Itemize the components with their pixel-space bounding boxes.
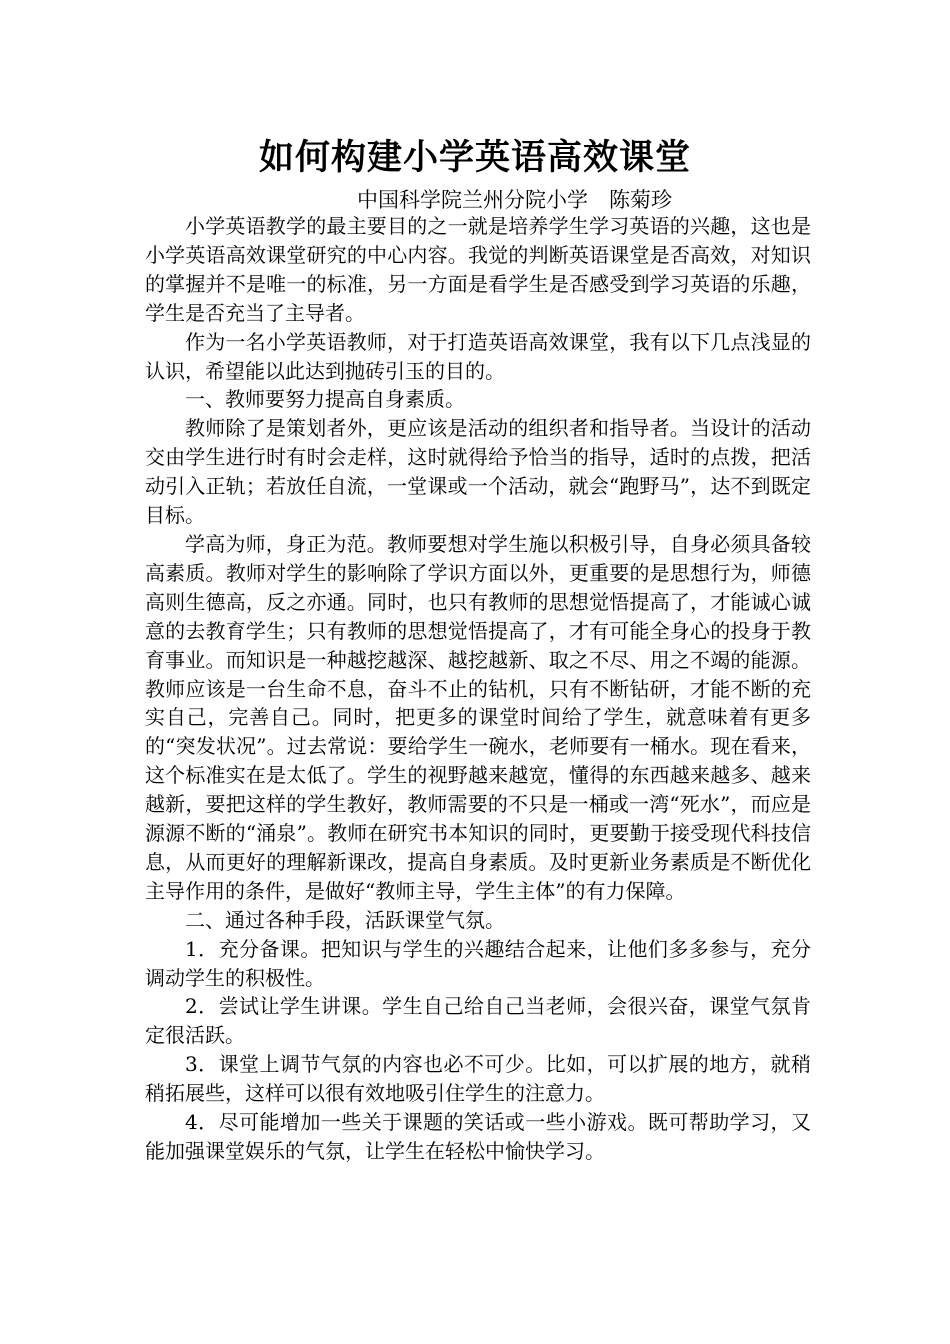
author-line: 中国科学院兰州分院小学 陈菊珍 — [357, 188, 672, 212]
list-item-2: 2．尝试让学生讲课。学生自己给自己当老师，会很兴奋，课堂气氛肯定很活跃。 — [145, 994, 811, 1048]
document-title: 如何构建小学英语高效课堂 — [258, 137, 691, 178]
list-item-3: 3．课堂上调节气氛的内容也必不可少。比如，可以扩展的地方，就稍稍拓展些，这样可以很有效地吸引住学生的注意力。 — [145, 1052, 811, 1106]
section-heading-2: 二、通过各种手段，活跃课堂气氛。 — [185, 907, 505, 932]
list-item-1: 1．充分备课。把知识与学生的兴趣结合起来，让他们多多参与，充分调动学生的积极性。 — [145, 936, 811, 990]
document-body — [145, 212, 811, 1166]
list-item-4: 4．尽可能增加一些关于课题的笑话或一些小游戏。既可帮助学习，又能加强课堂娱乐的气氛，让学生在轻松中愉快学习。 — [145, 1110, 811, 1163]
section-heading-1: 一、教师要努力提高自身素质。 — [185, 387, 465, 412]
paragraph-intro: 小学英语教学的最主要目的之一就是培养学生学习英语的兴趣，这也是小学英语高效课堂研究的中心内容。我觉的判断英语课堂是否高效，对知识的掌握并不是唯一的标准，另一方面是看学生是否感受到学习英语的乐趣，学生是否充当了主导者。 — [145, 214, 811, 325]
paragraph-purpose: 作为一名小学英语教师，对于打造英语高效课堂，我有以下几点浅显的认识，希望能以此达到抛砖引玉的目的。 — [145, 329, 811, 383]
paragraph-teacher-quality: 学高为师，身正为范。教师要想对学生施以积极引导，自身必须具备较高素质。教师对学生的影响除了学识方面以外，更重要的是思想行为，师德高则生德高，反之亦通。同时，也只有教师的思想觉悟提高了，才能诚心诚意的去教育学生；只有教师的思想觉悟提高了，才有可能全身心的投身于教育事业。而知识是一种越挖越深、越挖越新、取之不尽、用之不竭的能源。教师应该是一台生命不息，奋斗不止的钻机，只有不断钻研，才能不断的充实自己，完善自己。同时，把更多的课堂时间给了学生，就意味着有更多的“突发状况”。过去常说：要给学生一碗水，老师要有一桶水。现在看来，这个标准实在是太低了。学生的视野越来越宽，懂得的东西越来越多、越来越新，要把这样的学生教好，教师需要的不只是一桶或一湾“死水”，而应是源源不断的“涌泉”。教师在研究书本知识的同时，更要勤于接受现代科技信息，从而更好的理解新课改，提高自身素质。及时更新业务素质是不断优化主导作用的条件，是做好“教师主导，学生主体”的有力保障。 — [145, 531, 811, 903]
paragraph-teacher-role: 教师除了是策划者外，更应该是活动的组织者和指导者。当设计的活动交由学生进行时有时会走样，这时就得给予恰当的指导，适时的点拨，把活动引入正轨；若放任自流，一堂课或一个活动，就会“跑野马”，达不到既定目标。 — [145, 416, 811, 528]
